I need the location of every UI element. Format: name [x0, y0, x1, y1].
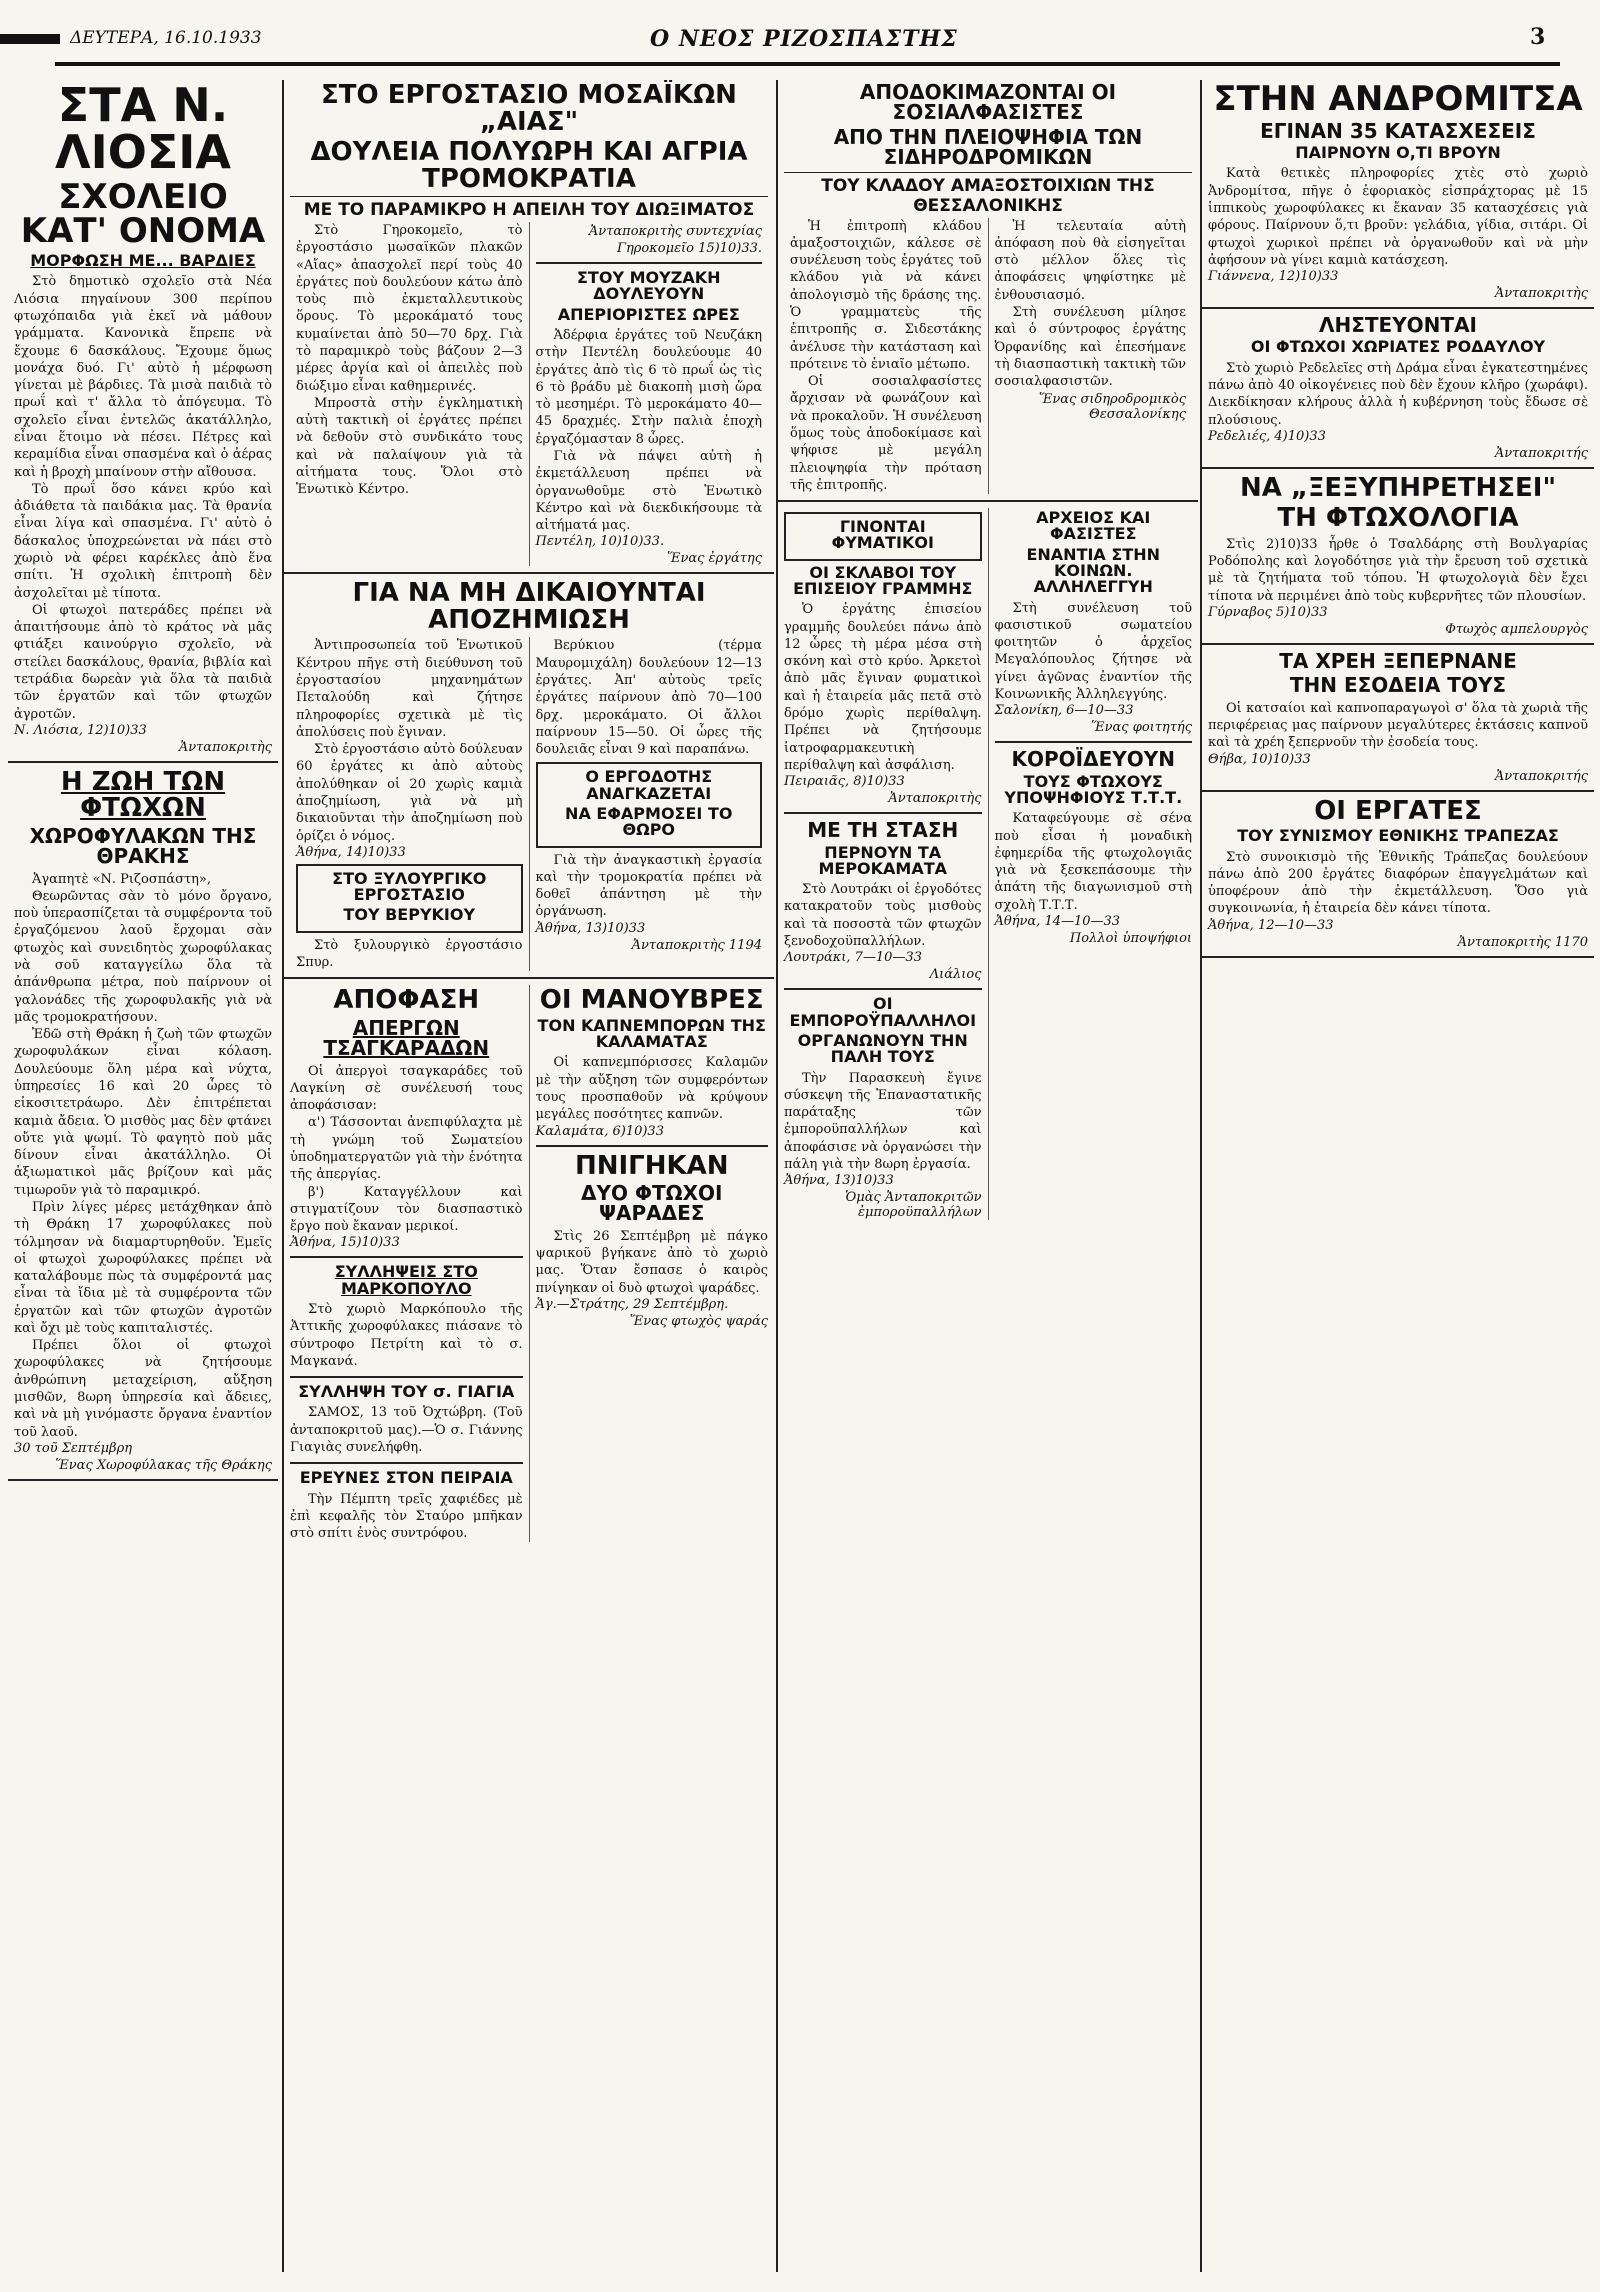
- headline: ΤΟΥ ΒΕΡΥΚΙΟΥ: [343, 905, 476, 925]
- place-date: Ἀθήνα, 13)10)33: [784, 1173, 894, 1189]
- signature: Ἀνταποκριτὴς: [888, 791, 982, 807]
- signature: Ἀνταποκριτὴς συντεχνίας: [588, 224, 762, 240]
- article-andromitsa: [1202, 82, 1594, 309]
- signature: Ἕνας ἐργάτης: [667, 551, 762, 567]
- headline: ΔΟΥΛΕΙΑ ΠΟΛΥΩΡΗ ΚΑΙ ΑΓΡΙΑ ΤΡΟΜΟΚΡΑΤΙΑ: [310, 137, 748, 194]
- signature: Ἀνταποκριτής: [1494, 768, 1588, 784]
- paragraph: Στὴ συνέλευση τοῦ φασιστικοῦ σωματείου φοιτητῶν ὁ ἀρχεῖος Μεγαλόπουλος ζήτησε νὰ γίνει ἀγῶνας ἐναντίον τῆς Κοινωνικῆς Ἀλληλεγγύης.: [994, 600, 1192, 703]
- place-date: Ἁγ.—Στράτης, 29 Σεπτέμβρη.: [535, 1296, 729, 1312]
- paragraph: Γιὰ νὰ πάψει αὐτὴ ἡ ἐκμετάλλευση πρέπει νὰ ὀργανωθοῦμε στὸ Ἑνωτικὸ Κέντρο καὶ νὰ διεκδικήσουμε τὰ αἰτήματά μας.: [535, 448, 762, 534]
- rule: [290, 1376, 523, 1378]
- place-date: Πεντέλη, 10)10)33.: [535, 534, 665, 550]
- place-date: Γύρναβος 5)10)33: [1208, 605, 1328, 621]
- headline: ΣΥΛΛΗΨΗ ΤΟΥ σ. ΓΙΑΓΙΑ: [298, 1382, 515, 1402]
- headline: ΕΓΙΝΑΝ 35 ΚΑΤΑΣΧΕΣΕΙΣ: [1260, 118, 1536, 143]
- place-date: 30 τοῦ Σεπτέμβρη: [14, 1440, 133, 1456]
- paragraph: Ἀδέρφια ἐργάτες τοῦ Νευζάκη στὴν Πεντέλη δουλεύουμε 40 ἐργάτες ἀπὸ τὶς 6 τὸ πρωΐ ὡς τὶς 6 τὸ βράδυ μὲ διακοπὴ μισὴ ὥρα τὸ μεσημέρι. Τὸ μεροκάματο 40—45 δραχμές. Στὴν παλιὰ ἐποχὴ ἐργαζόμασταν 8 ὧρες.: [535, 328, 762, 447]
- paragraph: Θεωρῶντας σὰν τὸ μόνο ὄργανο, ποὺ ὑπερασπίζεται τὰ συμφέροντα τοῦ ἐργαζόμενου λαοῦ ἔρχομαι σὰν φτωχὸς καὶ συνειδητὸς χωροφύλακας νὰ σοῦ καταγγείλω ὅλα τὰ ἀπάνθρωπα μέτρα, ποὺ παίρνουν οἱ γαλονάδες τῆς χωροφυλακῆς γιὰ νὰ μᾶς τρομοκρατήσουν.: [14, 888, 272, 1025]
- column-3: [776, 80, 1198, 2272]
- headline: ΤΟΥ ΣΥΝΙΣΜΟΥ ΕΘΝΙΚΗΣ ΤΡΑΠΕΖΑΣ: [1237, 826, 1559, 846]
- signature: Ἕνας φτωχὸς ψαράς: [629, 1313, 768, 1329]
- lower-articles: [284, 985, 774, 1542]
- signature: Λιάλιος: [929, 967, 982, 983]
- column-4: [1200, 80, 1594, 2272]
- paragraph: Οἱ ἀπεργοὶ τσαγκαράδες τοῦ Λαγκίνη σὲ συνέλευσή τους ἀποφάσισαν:: [290, 1063, 523, 1114]
- headline: ΑΡΧΕΙΟΣ ΚΑΙ ΦΑΣΙΣΤΕΣ: [1036, 508, 1151, 544]
- rule: [784, 988, 982, 990]
- place-date: Γηροκομεῖο 15)10)33.: [616, 241, 762, 257]
- paragraph: Στὸ χωριὸ Ρεδελεῖες στὴ Δράμα εἶναι ἐγκατεστημένες πάνω ἀπὸ 40 οἰκογένειες ποὺ δὲν ἔχουν κλῆρο (χωράφι). Διεκδίκησαν κλήρους ἀλλὰ ἡ κυβέρνηση τοὺς ἔδωσε σὲ πλούσιους.: [1208, 360, 1588, 428]
- headline: ΝΑ ΕΦΑΡΜΟΣΕΙ ΤΟ ΘΩΡΟ: [565, 804, 733, 840]
- headline: ΑΠΟΔΟΚΙΜΑΖΟΝΤΑΙ ΟΙ ΣΟΣΙΑΛΦΑΣΙΣΤΕΣ: [859, 80, 1117, 125]
- place-date: Ρεδελιές, 4)10)33: [1208, 428, 1326, 444]
- signature: Πολλοὶ ὑποψήφιοι: [1069, 931, 1192, 947]
- headline: ΔΥΟ ΦΤΩΧΟΙ ΨΑΡΑΔΕΣ: [581, 1181, 723, 1226]
- article-villagers: [1202, 315, 1594, 469]
- headline: ΟΙ ΕΡΓΑΤΕΣ: [1314, 795, 1482, 826]
- rule: [995, 741, 1193, 743]
- headline-box: [784, 512, 982, 561]
- headline: ΤΗ ΦΤΩΧΟΛΟΓΙΑ: [1277, 503, 1519, 534]
- article-liosia-school: [8, 82, 278, 763]
- signature: Ἕνας σιδηροδρομικὸς Θεσσαλονίκης: [1038, 392, 1186, 423]
- rule: [536, 1145, 769, 1147]
- paragraph: Ὁ ἐργάτης ἐπισείου γραμμῆς δουλεύει πάνω ἀπὸ 12 ὧρες τὴ μέρα μέσα στὴ σκόνη καὶ στὸ κρύο. Ἀρκετοὶ ἀπὸ μᾶς ἔγιναν φυματικοὶ καὶ ἡ ἑταιρεία μᾶς πετᾶ στὸ δρόμο χωρὶς περίθαλψη. Πρέπει νὰ ζητήσουμε ἰατροφαρμακευτικὴ περίθαλψη καὶ ἀσφάλιση.: [784, 602, 982, 773]
- place-date: Λουτράκι, 7—10—33: [784, 950, 922, 966]
- article-mosaic-factory: [284, 82, 774, 574]
- article-columns: [290, 637, 768, 971]
- article-compensation: [284, 580, 774, 979]
- paragraph: Μπροστὰ στὴν ἐγκληματικὴ αὐτὴ τακτικὴ οἱ ἐργάτες πρέπει νὰ δεθοῦν στὸ συνδικάτο τους καὶ νὰ παλαίψουν γιὰ τὰ αἰτήματα τους. Ὅλοι στὸ Ἑνωτικὸ Κέντρο.: [296, 395, 523, 498]
- paragraph: Γιὰ τὴν ἀναγκαστικὴ ἐργασία καὶ τὴν τρομοκρατία πρέπει νὰ δοθεῖ ἀπάντηση μὲ τὴν ὀργάνωση.: [535, 852, 762, 920]
- paragraph: Οἱ φτωχοὶ πατεράδες πρέπει νὰ ἀπαιτήσουμε ἀπὸ τὸ κράτος νὰ μᾶς φτιάξει καινούργιο σχολεῖο, νὰ στείλει δασκάλους, θρανία, βιβλία καὶ τετράδια δωρεὰν γιὰ ὅλα τὰ παιδιὰ τῶν ἐργατῶν καὶ τῶν φτωχῶν ἀγροτῶν.: [14, 602, 272, 722]
- paragraph: ΣΑΜΟΣ, 13 τοῦ Ὀχτώβρη. (Τοῦ ἀνταποκριτοῦ μας).—Ὁ σ. Γιάννης Γιαγιὰς συνελήφθη.: [290, 1405, 523, 1456]
- paragraph: Καταφεύγουμε σὲ σένα ποὺ εἶσαι ἡ μοναδικὴ ἐφημερίδα τῆς φτωχολογιᾶς γιὰ νὰ ξεσκεπάσουμε τὴν ἀπάτη τῆς διαγωνισμοῦ στὴ σχολὴ Τ.Τ.Τ.: [994, 811, 1192, 913]
- headline: Η ΖΩΗ ΤΩΝ ΦΤΩΧΩΝ: [60, 766, 226, 824]
- signature: Ἀνταποκριτὴς 1170: [1457, 934, 1588, 950]
- headline: ΠΝΙΓΗΚΑΝ: [574, 1150, 729, 1181]
- page-number: 3: [1530, 24, 1546, 50]
- headline: ΑΠΟ ΤΗΝ ΠΛΕΙΟΨΗΦΙΑ ΤΩΝ ΣΙΔΗΡΟΔΡΟΜΙΚΩΝ: [833, 124, 1143, 170]
- headline: ΓΙΝΟΝΤΑΙ ΦΥΜΑΤΙΚΟΙ: [831, 517, 934, 553]
- column-1: [8, 80, 278, 2272]
- place-date: Ν. Λιόσια, 12)10)33: [14, 722, 147, 738]
- paragraph: Πρὶν λίγες μέρες μετάχθηκαν ἀπὸ τὴ Θράκη 17 χωροφύλακες ποὺ τόλμησαν νὰ διαμαρτυρηθοῦν. Ἐμεῖς οἱ φτωχοὶ χωροφύλακες πρέπει νὰ καταλάβουμε πὼς τὰ συμφέροντά μας εἶναι τὰ ἴδια μὲ τὰ συμφέροντα τῶν ἐργατῶν καὶ τῶν φτωχῶν ἀγροτῶν καὶ ὄχι μὲ τοὺς καπιταλιστές.: [14, 1199, 272, 1336]
- subarticle-box: [536, 762, 763, 847]
- rule: [290, 1256, 523, 1258]
- paragraph: Ἀντιπροσωπεία τοῦ Ἑνωτικοῦ Κέντρου πῆγε στὴ διεύθυνση τοῦ ἐργοστασίου μηχανημάτων Πεταλούδη καὶ ζήτησε πληροφορίες σχετικὰ μὲ τὶς ἀπολύσεις ποὺ ἔγιναν.: [296, 638, 523, 740]
- signature: Ἀνταποκριτὴς 1194: [631, 937, 762, 953]
- subheadline: ΤΟΥ ΚΛΑΔΟΥ ΑΜΑΞΟΣΤΟΙΧΙΩΝ ΤΗΣ ΘΕΣΣΑΛΟΝΙΚΗΣ: [784, 172, 1192, 216]
- masthead: [0, 0, 1600, 72]
- paper-name: Ο ΝΕΟΣ ΡΙΖΟΣΠΑΣΤΗΣ: [650, 26, 958, 52]
- headline: ΟΙ ΜΑΝΟΥΒΡΕΣ: [539, 985, 764, 1016]
- place-date: Ἀθήνα, 12—10—33: [1208, 917, 1334, 933]
- paragraph: Στὸ ξυλουργικὸ ἐργοστάσιο Σπυρ.: [296, 937, 523, 970]
- masthead-bar: [0, 34, 60, 44]
- subheadline: ΠΑΙΡΝΟΥΝ Ο,ΤΙ ΒΡΟΥΝ: [1295, 143, 1501, 163]
- headline: ΕΡΕΥΝΕΣ ΣΤΟΝ ΠΕΙΡΑΙΑ: [299, 1468, 513, 1488]
- rule: [290, 1462, 523, 1464]
- signature: Ἀνταποκριτής: [1494, 445, 1588, 461]
- paragraph: Στὸ ἐργοστάσιο αὐτὸ δούλευαν 60 ἐργάτες κι ἀπὸ αὐτοὺς ἀπολύθηκαν οἱ 20 χωρὶς καμιὰ ἀποζημίωση, γιὰ νὰ μὴ δικαιοῦνται τὴν ἀποζημίωση ποὺ ὁρίζει ὁ νόμος.: [296, 742, 523, 844]
- headline: ΝΑ „ΞΕΞΥΠΗΡΕΤΗΣΕΙ": [1239, 472, 1557, 503]
- headline: ΤΗΝ ΕΣΟΔΕΙΑ ΤΟΥΣ: [1289, 673, 1507, 698]
- headline: Ο ΕΡΓΟΔΟΤΗΣ ΑΝΑΓΚΑΖΕΤΑΙ: [585, 767, 713, 803]
- place-date: Σαλονίκη, 6—10—33: [994, 703, 1134, 719]
- signature: Ἀνταποκριτὴς: [1494, 286, 1588, 302]
- headline: ΟΙ ΦΤΩΧΟΙ ΧΩΡΙΑΤΕΣ ΡΟΔΑΥΛΟΥ: [1250, 337, 1546, 357]
- rule: [536, 262, 763, 264]
- paragraph: Τὴν Πέμπτη τρεῖς χαφιέδες μὲ ἐπὶ κεφαλῆς τὸν Σταύρο μπῆκαν στὸ σπίτι ἑνὸς συντρόφου.: [290, 1491, 523, 1542]
- signature: Ἕνας φοιτητής: [1091, 720, 1192, 736]
- place-date: Ἀθήνα, 15)10)33: [290, 1235, 400, 1251]
- column-2: [282, 80, 774, 2272]
- headline: ΣΤΟΥ ΜΟΥΖΑΚΗ ΔΟΥΛΕΥΟΥΝ: [577, 268, 721, 304]
- paragraph: Τὸ πρωΐ ὅσο κάνει κρύο καὶ ἀδιάθετα τὰ παιδάκια μας. Τὰ θρανία εἶναι λίγα καὶ σπασμένα. Γι' αὐτὸ ὁ δάσκαλος ὑποχρεώνεται νὰ πάει στὸ χωριὸ νὰ φέρει καρέκλες ἀπὸ ἕνα σπίτι. Ἡ σχολικὴ ἐπιτροπὴ δὲν ἀσχολεῖται μὲ τίποτα.: [14, 481, 272, 601]
- headline: ΓΙΑ ΝΑ ΜΗ ΔΙΚΑΙΟΥΝΤΑΙ ΑΠΟΖΗΜΙΩΣΗ: [352, 578, 706, 635]
- signature: Ἀνταποκριτὴς: [178, 739, 272, 755]
- place-date: Καλαμάτα, 6)10)33: [535, 1123, 664, 1139]
- headline: ΤΑ ΧΡΕΗ ΞΕΠΕΡΝΑΝΕ: [1279, 649, 1517, 674]
- article-poor: [1202, 472, 1594, 645]
- headline: ΣΤΗΝ ΑΝΔΡΟΜΙΤΣΑ: [1213, 80, 1583, 119]
- article-columns: [784, 218, 1192, 495]
- paragraph: Στὶς 2)10)33 ἦρθε ὁ Τσαλδάρης στὴ Βουλγαρίας Ροδόπολης καὶ λογοδότησε γιὰ τὴν ἔρευση τοῦ σχετικὰ μὲ τὰ ζητήματα τοῦ τόπου. Ἡ φτωχολογιὰ δὲν ἔχει τίποτα νὰ περιμένει ἀπὸ τοὺς κυβερνῆτες τῶν πλουσίων.: [1208, 536, 1588, 604]
- headline: ΤΟΝ ΚΑΠΝΕΜΠΟΡΩΝ ΤΗΣ ΚΑΛΑΜΑΤΑΣ: [537, 1015, 766, 1052]
- place-date: Ἀθήνα, 14)10)33: [296, 844, 406, 860]
- paragraph: Βερύκιου (τέρμα Μαυρομιχάλη) δουλεύουν 12—13 ἐργάτες. Ἀπ' αὐτοὺς τρεῖς ἐργάτες παίρνουν ἀπὸ 70—100 δρχ. μεροκάματο. Οἱ ἄλλοι παίρνουν 15—50. Οἱ ὧρες τῆς δουλειᾶς εἶναι 9 καὶ παραπάνω.: [535, 638, 762, 758]
- paragraph: Τὴν Παρασκευὴ ἔγινε σύσκεψη τῆς Ἐπαναστατικῆς παράταξης τῶν ἐμποροϋπαλλήλων καὶ ἀποφάσισε νὰ ὀργανώσει τὴν πάλη γιὰ τὴν 8ωρη ἐργασία.: [784, 1070, 982, 1172]
- headline: ΕΝΑΝΤΙΑ ΣΤΗΝ ΚΟΙΝΩΝ. ΑΛΛΗΛΕΓΓΥΗ: [1026, 544, 1161, 597]
- article-socialfascists: [778, 82, 1198, 502]
- greeting: Ἀγαπητὲ «Ν. Ριζοσπάστη»,: [32, 871, 212, 887]
- paragraph: Ἡ ἐπιτροπὴ κλάδου ἀμαξοστοιχιῶν, κάλεσε σὲ συνέλευση τοὺς ἐργάτες τοῦ κλάδου γιὰ νὰ κάνει ἀπολογισμὸ τῆς δράσης της. Ὁ γραμματεὺς τῆς ἐπιτροπῆς σ. Σιδεστάκης ἀνέλυσε τὴν κατάσταση καὶ πρότεινε τὸ ἑνιαῖο μέτωπο.: [790, 218, 982, 372]
- rule: [784, 812, 982, 814]
- article-bank-workers: [1202, 795, 1594, 958]
- place-date: Ἀθήνα, 13)10)33: [535, 920, 646, 936]
- paragraph: Οἱ καπνεμπόρισσες Καλαμῶν μὲ τὴν αὔξηση τῶν συμφερόντων τους προσπαθοῦν νὰ κρύψουν μεγάλες ποσότητες καπνῶν.: [535, 1055, 768, 1123]
- paragraph: β') Καταγγέλλουν καὶ στιγματίζουν τὸν διασπαστικὸ ἔργο ποὺ ἔκαναν μερικοί.: [290, 1184, 523, 1235]
- signature: Ὁμὰς Ἀνταποκριτῶν ἐμποροϋπαλλήλων: [845, 1190, 982, 1221]
- headline: ΟΡΓΑΝΩΝΟΥΝ ΤΗΝ ΠΑΛΗ ΤΟΥΣ: [797, 1030, 968, 1067]
- headline: ΧΩΡΟΦΥΛΑΚΩΝ ΤΗΣ ΘΡΑΚΗΣ: [29, 823, 257, 869]
- article-columns: [290, 222, 768, 566]
- headline: ΣΤΟ ΕΡΓΟΣΤΑΣΙΟ ΜΟΣΑΪΚΩΝ „ΑΙΑΣ": [321, 80, 737, 137]
- headline: ΑΠΟΦΑΣΗ: [333, 985, 480, 1016]
- headline: ΟΙ ΕΜΠΟΡΟΫΠΑΛΛΗΛΟΙ: [789, 994, 977, 1030]
- place-date: Θήβα, 10)10)33: [1208, 751, 1311, 767]
- lower-articles: [778, 508, 1198, 1220]
- headline: ΟΙ ΣΚΛΑΒΟΙ ΤΟΥ ΕΠΙΣΕΙΟΥ ΓΡΑΜΜΗΣ: [793, 562, 973, 598]
- headline: ΑΠΕΡΙΟΡΙΣΤΕΣ ΩΡΕΣ: [557, 304, 740, 324]
- paragraph: Στὸ Γηροκομεῖο, τὸ ἐργοστάσιο μωσαϊκῶν πλακῶν «Αἴας» ἀπασχολεῖ περί τοὺς 40 ἐργάτες ποὺ δουλεύουν κάτω ἀπὸ τοὺς πιὸ ἐκμεταλλευτικοὺς ὅρους. Τὸ μεροκάματό τους κυμαίνεται ἀπὸ 50—70 δρχ. Γιὰ τὸ παραμικρὸ τοὺς βάζουν 2—3 μέρες ἀργία καὶ οἱ ἀπειλὲς ποὺ διώξιμο εἶναι καθημερινές.: [296, 223, 523, 394]
- place-date: Πειραιᾶς, 8)10)33: [784, 774, 905, 790]
- headline: ΜΕ ΤΗ ΣΤΑΣΗ: [807, 818, 959, 843]
- place-date: Γιάννενα, 12)10)33: [1208, 269, 1339, 285]
- signature: Φτωχὸς αμπελουργὸς: [1445, 622, 1588, 638]
- subheadline: ΜΟΡΦΩΣΗ ΜΕ... ΒΑΡΔΙΕΣ: [30, 251, 256, 271]
- paragraph: Οἱ κατσαίοι καὶ καπνοπαραγωγοὶ σ' ὅλα τὰ χωριὰ τῆς περιφέρειας μας παίρνουν μεγαλύτερες ἐκτάσεις καπνοῦ καὶ τὰ χρέη ξεπερνοῦν τὴν ἐσοδεία τους.: [1208, 700, 1588, 751]
- paragraph: Πρέπει ὅλοι οἱ φτωχοὶ χωροφύλακες νὰ ζητήσουμε ἀνθρώπινη μεταχείριση, αὔξηση μισθῶν, 8ωρη ὑπηρεσία καὶ ἄδειες, καὶ νὰ μὴ γινόμαστε ὄργανα ἐναντίον τοῦ λαοῦ.: [14, 1338, 272, 1440]
- subheadline: ΜΕ ΤΟ ΠΑΡΑΜΙΚΡΟ Η ΑΠΕΙΛΗ ΤΟΥ ΔΙΩΞΙΜΑΤΟΣ: [290, 196, 768, 220]
- paragraph: α') Τάσσονται ἀνεπιφύλαχτα μὲ τὴ γνώμη τοῦ Σωματείου ὑποδηματεργατῶν γιὰ τὴν ἑνότητα τῆς ἀπεργίας.: [290, 1115, 523, 1183]
- paragraph: Στὸ δημοτικὸ σχολεῖο στὰ Νέα Λιόσια πηγαίνουν 300 περίπου φτωχόπαιδα γιὰ ἐκεῖ νὰ μάθουν γράμματα. Κανονικὰ ἔπρεπε νὰ ἔχουμε 6 δασκάλους. Ἔχουμε ὅμως μονάχα δυό. Γι' αὐτὸ ἡ μέρφωση γίνεται μὲ βάρδιες. Τὰ μισὰ παιδιὰ τὸ πρωΐ καὶ τ' ἄλλα τὸ ἀπόγευμα. Τὸ σχολεῖο εἶναι ἐντελῶς ἀκατάλληλο, εἶναι ἕτοιμο νὰ πέσει. Πέτρες καὶ κεραμίδια εἶναι σπασμένα καὶ ὁ ἀέρας καὶ ἡ βροχὴ μπαίνουν στὴν αἴθουσα.: [14, 274, 272, 480]
- headline: ΣΥΛΛΗΨΕΙΣ ΣΤΟ ΜΑΡΚΟΠΟΥΛΟ: [334, 1262, 478, 1298]
- paragraph: Στὶς 26 Σεπτέμβρη μὲ πάγκο ψαρικοῦ βγήκανε ἀπὸ τὸ χωριὸ μας. Ὅταν ἔσπασε ὁ καιρὸς πνίγηκαν οἱ δυὸ φτωχοὶ ψαράδες.: [535, 1228, 768, 1296]
- headline: ΤΟΥΣ ΦΤΩΧΟΥΣ ΥΠΟΨΗΦΙΟΥΣ Τ.Τ.Τ.: [1004, 771, 1183, 808]
- article-gendarmes-thrace: [8, 766, 278, 1481]
- headline: ΣΧΟΛΕΙΟ ΚΑΤ' ΟΝΟΜΑ: [20, 176, 266, 252]
- article-debts: [1202, 651, 1594, 792]
- paragraph: Οἱ σοσιαλφασίστες ἄρχισαν νὰ φωνάζουν καὶ νὰ προκαλοῦν. Ἡ συνέλευση ὅμως τοὺς ἀποδοκίμασε καὶ ψήφισε μὲ μεγάλη πλειοψηφία τὴν πρόταση τῆς ἐπιτροπῆς.: [790, 374, 982, 493]
- subarticle-box: [296, 864, 523, 933]
- place-date: Ἀθήνα, 14—10—33: [994, 914, 1121, 930]
- headline: ΚΟΡΟΪΔΕΥΟΥΝ: [1011, 747, 1175, 772]
- headline: ΣΤΑ Ν. ΛΙΟΣΙΑ: [55, 80, 231, 179]
- headline: ΛΗΣΤΕΥΟΝΤΑΙ: [1319, 313, 1477, 338]
- signature: Ἕνας Χωροφύλακας τῆς Θράκης: [55, 1457, 272, 1473]
- issue-date: ΔΕΥΤΕΡΑ, 16.10.1933: [70, 28, 262, 48]
- paragraph: Στὸ συνοικισμὸ τῆς Ἐθνικῆς Τράπεζας δουλεύουν πάνω ἀπὸ 200 ἐργάτες διαφόρων ἐπαγγελμάτων καὶ ὑποφέρουν ἀπὸ τὴν ἐκμετάλλευση. Ὅσο γιὰ συγκοινωνία, ἡ ἑταιρεία δὲν κάνει τίποτα.: [1208, 849, 1588, 917]
- paragraph: Ἡ τελευταία αὐτὴ ἀπόφαση ποὺ θὰ εἰσηγεῖται στὸ μέλλον ὅλες τὶς ἀποφάσεις ψηφίστηκε μὲ ἐνθουσιασμό.: [994, 218, 1186, 303]
- paragraph: Ἐδῶ στὴ Θράκη ἡ ζωὴ τῶν φτωχῶν χωροφυλάκων εἶναι κόλαση. Δουλεύουμε ὅλη μέρα καὶ νύχτα, ὑπηρεσίες 16 καὶ 20 ὧρες τὸ εἰκοσιτετράωρο. Δὲν ἐπιτρέπεται καμιὰ ἄδεια. Ὁ μισθὸς μας δὲν φτάνει οὔτε γιὰ ψωμί. Τὸ φαγητὸ ποὺ μᾶς δίνουν εἶναι ἀκατάλληλο. Οἱ ἀξιωματικοὶ μᾶς βρίζουν καὶ μᾶς τιμωροῦν γιὰ τὸ παραμικρό.: [14, 1027, 272, 1198]
- masthead-rule: [55, 62, 1560, 66]
- headline: ΠΕΡΝΟΥΝ ΤΑ ΜΕΡΟΚΑΜΑΤΑ: [818, 842, 948, 878]
- paragraph: Στὸ χωριὸ Μαρκόπουλο τῆς Ἀττικῆς χωροφύλακες πιάσανε τὸ σύντροφο Πετρίτη καὶ τὸ σ. Μαγκανά.: [290, 1302, 523, 1369]
- headline: ΣΤΟ ΞΥΛΟΥΡΓΙΚΟ ΕΡΓΟΣΤΑΣΙΟ: [332, 868, 487, 905]
- paragraph: Κατὰ θετικὲς πληροφορίες χτὲς στὸ χωριὸ Ἀνδρομίτσα, πῆγε ὁ ἐφοριακὸς εἰσπράχτορας μὲ 15 ἱππικοὺς χωροφύλακες κι ἔκαναν 35 κατασχέσεις γιὰ φόρους. Παίρνουν ὅ,τι βροῦν: γελάδια, γίδια, σιτάρι. Οἱ φτωχοὶ χωρικοὶ πρέπει νὰ ὀργανωθοῦν καὶ νὰ μὴν ἀφήσουν νὰ γίνει καμιὰ κατάσχεση.: [1208, 166, 1588, 268]
- headline: ΑΠΕΡΓΩΝ ΤΣΑΓΚΑΡΑΔΩΝ: [323, 1015, 490, 1061]
- paragraph: Στὸ Λουτράκι οἱ ἐργοδότες κατακρατοῦν τοὺς μισθοὺς καὶ τὰ ποσοστὰ τῶν φτωχῶν ξενοδοχοϋπαλλήλων.: [784, 882, 982, 949]
- paragraph: Στὴ συνέλευση μίλησε καὶ ὁ σύντροφος ἐργάτης Ὀρφανίδης καὶ ἐπεσήμανε τὴ διασπαστικὴ τακτικὴ τῶν σοσιαλφασιστῶν.: [994, 304, 1186, 390]
